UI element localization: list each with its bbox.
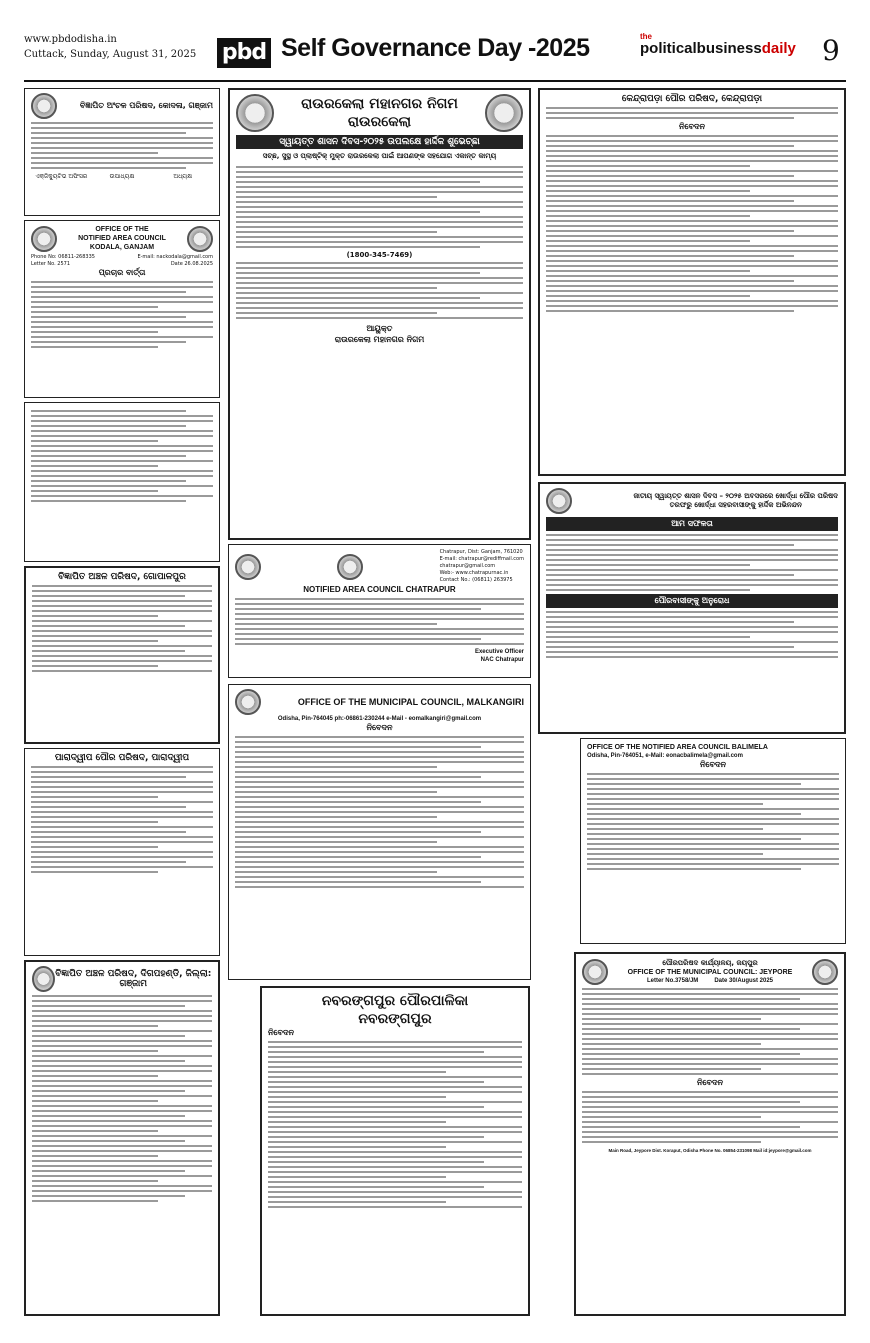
malkangiri-notice-heading: ନିବେଦନ [366, 723, 393, 732]
ad-kodala-title: ବିଜ୍ଞାପିତ ଅଂଚଳ ପରିଷଦ, କୋଦଳା, ଗଞ୍ଜାମ [79, 101, 213, 110]
nac-kodala-notice-heading: ପ୍ରଚାର ବାର୍ତ୍ତା [98, 268, 146, 277]
rourkela-signature: ଆୟୁକ୍ତ ରାଉରକେଲା ମହାନଗର ନିଗମ [334, 324, 425, 344]
odisha-emblem-icon [485, 94, 523, 132]
nac-kodala-body [31, 281, 213, 348]
khordha-section-achievements: ଆମ ସଫଳତା [546, 517, 838, 531]
jeypore-notice-heading: ନିବେଦନ [697, 1078, 723, 1087]
malkangiri-name: OFFICE OF THE MUNICIPAL COUNCIL, MALKANGIRI [297, 697, 524, 707]
ad-nabarangpur [260, 986, 530, 1316]
rourkela-banner: ସ୍ୱାୟତ୍ତ ଶାସନ ଦିବସ-୨୦୨୫ ଉପଲକ୍ଷେ ହାର୍ଦ୍ଦିକ ଶୁଭେଚ୍ଛା [236, 135, 523, 149]
ad-nac-kodala: OFFICE OF THE NOTIFIED AREA COUNCIL KODALA, GANJAM Phone No: 06811-268335 E-mail: nackodala@gmail.com Letter No. 2571 Date 26.08.2025 ପ୍ରଚାର ବାର୍ତ୍ତା [24, 220, 220, 398]
malkangiri-address: Odisha, Pin-764045 ph:-06861-230244 e-Mail - eomalkangiri@gmail.com [277, 716, 482, 722]
pbd-logo: pbd [217, 38, 271, 68]
khordha-subtitle: ତରଫରୁ ଖୋର୍ଦ୍ଧା ସହରବାସୀଙ୍କୁ ହାର୍ଦ୍ଦିକ ଅଭିନନ୍ଦନ [669, 501, 802, 509]
ad-jeypore: ପୌରପରିଷଦ କାର୍ଯ୍ୟାଳୟ, ଜୟପୁର OFFICE OF THE MUNICIPAL COUNCIL: JEYPORE Letter No.3758/JM Date 30/August 2025 ନିବେଦନ Main Road, Jeypore Dist. Koraput, Odisha Phone No. 06854-231098 Mail id:jeypore@gmail.com [574, 952, 846, 1316]
nabarangpur-title: ନବରଙ୍ଗପୁର ପୌରପାଳିକା [321, 993, 469, 1009]
masthead-rule [24, 80, 846, 82]
rourkela-subbanner: ସଚ୍ଛ, ସୁସ୍ଥ ଓ ପ୍ଲାଷ୍ଟିକ୍ ମୁକ୍ତ ରାଉରକେଲା ପାଇଁ ଆପଣଙ୍କ ସହଯୋଗ ଏକାନ୍ତ କାମ୍ୟ [262, 152, 497, 160]
malkangiri-emblem-icon [235, 689, 261, 715]
masthead-dateline-block [24, 32, 196, 62]
ad-paradip-title: ପାରାଦ୍ୱୀପ ପୌର ପରିଷଦ, ପାରାଦ୍ୱୀପ [54, 753, 190, 763]
rourkela-subtitle: ରାଉରକେଲା [347, 114, 412, 130]
kendrapara-notice-heading: ନିବେଦନ [679, 122, 705, 131]
ad-balimela [580, 738, 846, 944]
jeypore-emblem-icon [582, 959, 608, 985]
site-url[interactable]: www.pbdodisha.in [24, 34, 117, 45]
khordha-section-request: ପୌରବାସୀଙ୍କୁ ଅନୁରୋଧ [546, 594, 838, 608]
brand-logo [640, 32, 796, 57]
brand-the: the [640, 32, 652, 41]
ad-digapahandi-title: ବିଜ୍ଞାପିତ ଅଞ୍ଚଳ ପରିଷଦ, ଦିଗପହଣ୍ଡି, ଜିଲ୍ଲା: ଗଞ୍ଜାମ [55, 969, 212, 989]
jeypore-footer: Main Road, Jeypore Dist. Koraput, Odisha Phone No. 06854-231098 Mail id:jeypore@gmail.com [608, 1148, 812, 1153]
odisha-emblem-icon [812, 959, 838, 985]
ad-chatrapur: Chatrapur, Dist: Ganjam, 761020 E-mail: chatrapur@rediffmail.com chatrapur@gmail.com Web:- www.chatrapurnac.in Contact No.: (06811) 263975 NOTIFIED AREA COUNCIL CHATRAPUR Executive Officer NAC Chatrapur [228, 544, 531, 678]
jeypore-office-odia: ପୌରପରିଷଦ କାର୍ଯ୍ୟାଳୟ, ଜୟପୁର [662, 959, 758, 967]
odisha-emblem-icon [337, 554, 363, 580]
ad-digapahandi [24, 960, 220, 1316]
dateline: Cuttack, Sunday, August 31, 2025 [24, 49, 197, 60]
chatrapur-name: NOTIFIED AREA COUNCIL CHATRAPUR [303, 585, 456, 594]
ad-kodala [24, 88, 220, 216]
ad-khordha [538, 482, 846, 734]
nabarangpur-subtitle: ନବରଙ୍ଗପୁର [358, 1011, 432, 1027]
ad-kodala-signatures: ଏକ୍ଜିକ୍ୟୁଟିଭ ଅଫିସର ଉପାଧ୍ୟକ୍ଷ ଅଧ୍ୟକ୍ଷ [35, 173, 192, 180]
ad-malkangiri [228, 684, 531, 980]
balimela-address: Odisha, Pin-764051, e-Mail: eonacbalimela@gmail.com [587, 753, 743, 759]
nac-kodala-emblem-icon [31, 226, 57, 252]
digapahandi-emblem-icon [32, 966, 55, 992]
ad-rourkela [228, 88, 531, 540]
jeypore-name: OFFICE OF THE MUNICIPAL COUNCIL: JEYPORE [627, 969, 793, 976]
ad-notice-generic [24, 402, 220, 562]
brand-daily: daily [761, 40, 796, 57]
khordha-emblem-icon [546, 488, 572, 514]
ad-gopalpur [24, 566, 220, 744]
rourkela-helpline: (1800-345-7469) [346, 251, 413, 259]
balimela-notice-heading: ନିବେଦନ [700, 760, 726, 769]
nac-kodala-name: NOTIFIED AREA COUNCIL [78, 235, 166, 242]
page-number: 9 [822, 34, 840, 67]
nabarangpur-notice-heading: ନିବେଦନ [268, 1028, 294, 1037]
odisha-emblem-icon [187, 226, 213, 252]
chatrapur-emblem-icon [235, 554, 261, 580]
ad-gopalpur-title: ବିଜ୍ଞାପିତ ଅଞ୍ଚଳ ପରିଷଦ, ଗୋପାଳପୁର [58, 572, 186, 582]
ad-paradip [24, 748, 220, 956]
brand-main: politicalbusiness [640, 40, 762, 57]
rourkela-emblem-icon [236, 94, 274, 132]
ad-kendrapara [538, 88, 846, 476]
page-title: Self Governance Day -2025 [281, 34, 590, 62]
balimela-name: OFFICE OF THE NOTIFIED AREA COUNCIL BALIMELA [587, 744, 768, 751]
chatrapur-executive: Executive Officer NAC Chatrapur [474, 649, 524, 663]
ad-kodala-body [31, 122, 213, 169]
kendrapara-title: କେନ୍ଦ୍ରାପଡ଼ା ପୌର ପରିଷଦ, କେନ୍ଦ୍ରାପଡ଼ା [621, 94, 763, 104]
khordha-title: ଜାତୀୟ ସ୍ୱାୟତ୍ତ ଶାସନ ଦିବସ – ୨୦୨୫ ଅବସରରେ ଖୋର୍ଦ୍ଧା ପୌର ପରିଷଦ [633, 492, 838, 500]
kodala-emblem-icon [31, 93, 57, 119]
rourkela-title: ରାଉରକେଲା ମହାନଗର ନିଗମ [301, 96, 458, 112]
